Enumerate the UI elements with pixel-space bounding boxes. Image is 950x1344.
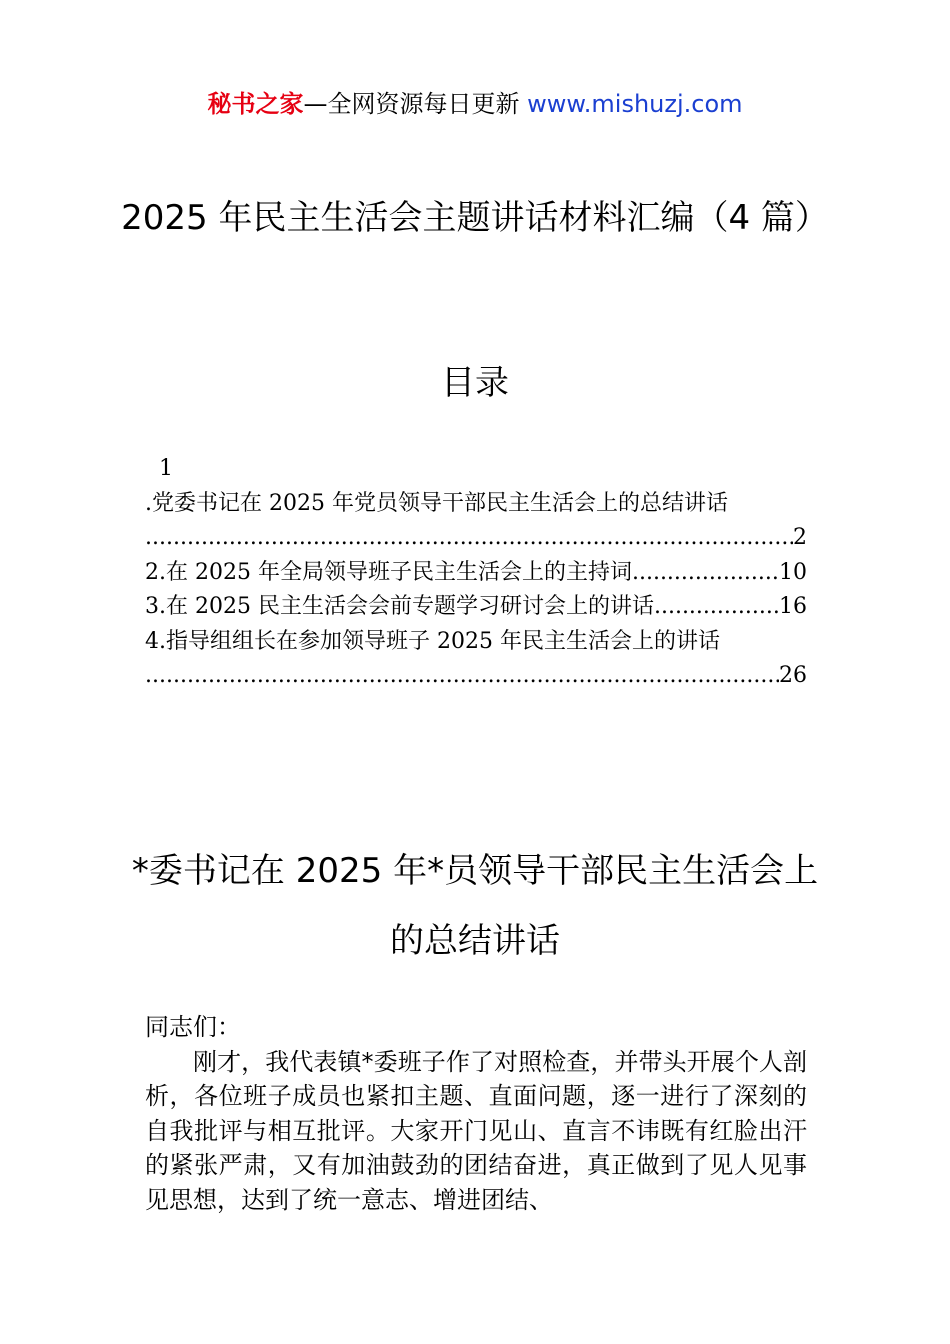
toc-item-3-page: 16: [779, 594, 807, 619]
toc-item-4-text: 4.指导组组长在参加领导班子 2025 年民主生活会上的讲话: [145, 628, 720, 654]
toc-item-1-number: [145, 452, 807, 487]
toc-item-2-dots: [632, 556, 779, 591]
salutation: 同志们：: [145, 1013, 241, 1041]
toc-item-4-page: 26: [779, 663, 807, 688]
document-title: 2025 年民主生活会主题讲话材料汇编（4 篇）: [121, 198, 829, 238]
site-name: 秘书之家: [207, 90, 304, 118]
toc-item-1-page: 2: [793, 525, 807, 550]
table-of-contents: [145, 452, 807, 694]
toc-item-3-dots: [654, 590, 779, 625]
section-body: [145, 1010, 807, 1217]
toc-item-1-dots: [145, 521, 793, 556]
toc-item-4-leader[interactable]: [145, 659, 807, 694]
toc-item-1[interactable]: [145, 487, 807, 522]
toc-item-1-lead-number: 1: [159, 456, 173, 481]
toc-item-2-text: 2.在 2025 年全局领导班子民主生活会上的主持词: [145, 559, 632, 585]
site-tagline: 全网资源每日更新: [327, 90, 520, 118]
toc-item-2[interactable]: [145, 556, 807, 591]
site-header: [0, 88, 950, 120]
toc-item-1-text: .党委书记在 2025 年党员领导干部民主生活会上的总结讲话: [145, 490, 728, 516]
body-paragraph: 刚才，我代表镇*委班子作了对照检查，并带头开展个人剖析，各位班子成员也紧扣主题、直面问题，逐一进行了深刻的自我批评与相互批评。大家开门见山、直言不讳既有红脸出汗的紧张严肃，又有加油鼓劲的团结奋进，真正做到了见人见事见思想，达到了统一意志、增进团结、: [145, 1047, 807, 1214]
toc-item-2-page: 10: [779, 559, 807, 585]
toc-item-1-leader[interactable]: [145, 521, 807, 556]
section-title: *委书记在 2025 年*员领导干部民主生活会上的总结讲话: [131, 851, 819, 961]
toc-heading: 目录: [441, 363, 509, 403]
site-url-link[interactable]: www.mishuzj.com: [527, 90, 743, 118]
toc-item-4-dots: [145, 659, 779, 694]
toc-item-3[interactable]: [145, 590, 807, 625]
toc-item-3-text: 3.在 2025 民主生活会会前专题学习研讨会上的讲话: [145, 594, 654, 619]
toc-item-4[interactable]: [145, 625, 807, 660]
header-dash: —: [303, 90, 328, 118]
